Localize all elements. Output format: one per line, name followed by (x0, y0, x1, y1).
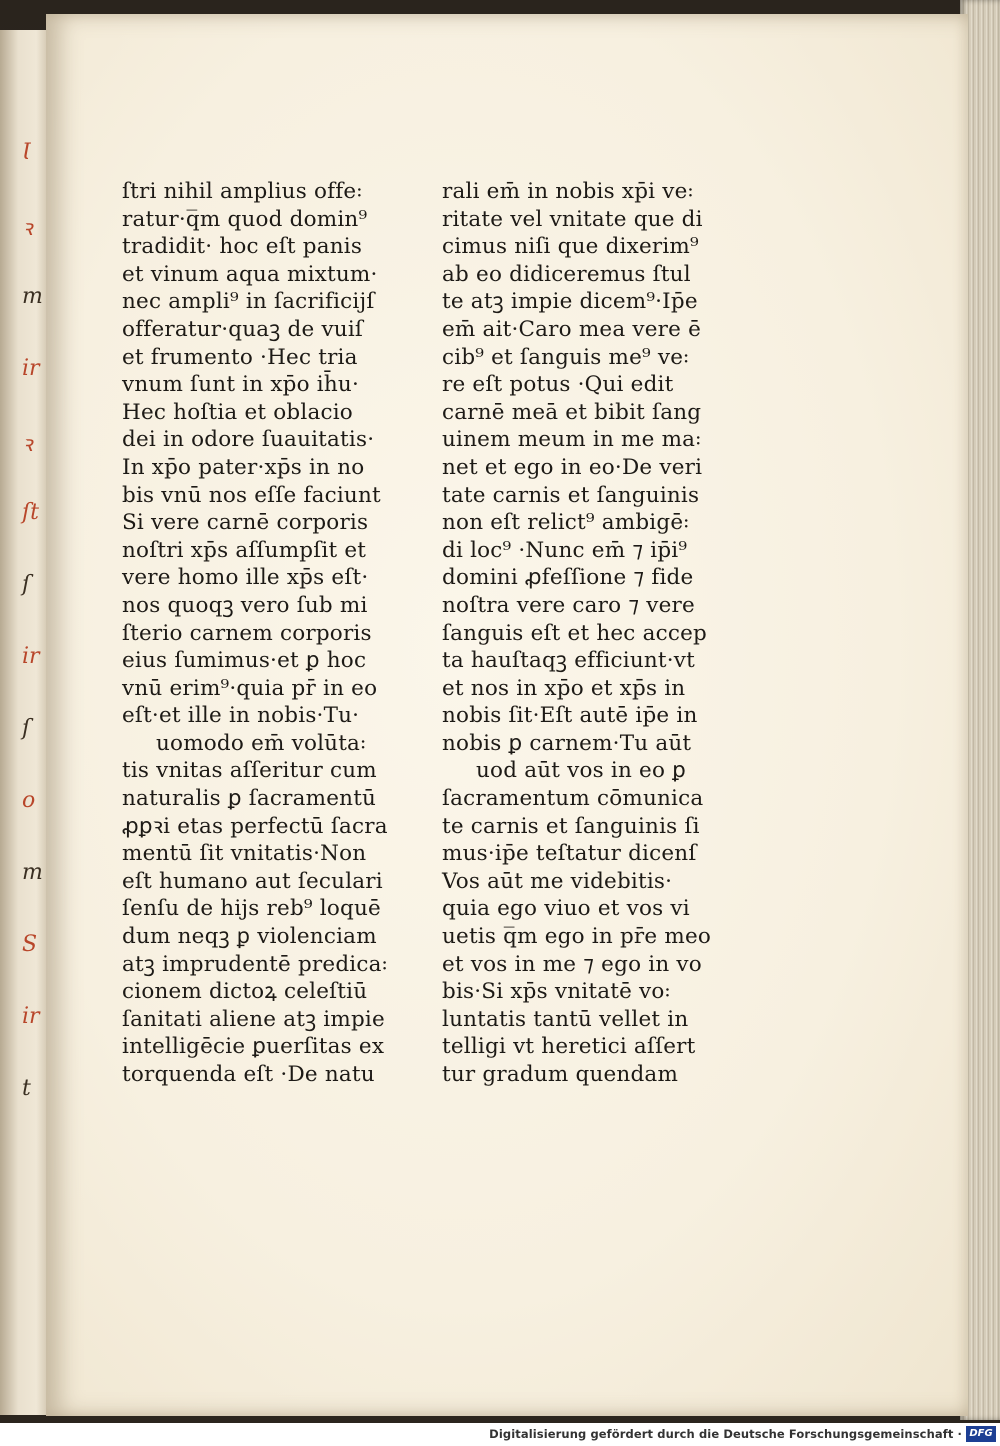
text-line: cionem dictoꝝ celeſtiū (122, 979, 368, 1005)
text-line: tur gradum quendam (442, 1062, 679, 1087)
footer-bar (0, 1423, 1000, 1446)
text-line: tradidit· hoc eſt panis (122, 234, 363, 260)
text-line: tis vnitas aſſeritur cum (122, 758, 377, 784)
margin-fragment: o (22, 788, 36, 813)
text-line: luntatis tantū vellet in (442, 1006, 689, 1032)
margin-fragment: Ɩ (22, 140, 31, 165)
margin-fragment: t (22, 1076, 31, 1101)
margin-fragment: S (22, 932, 38, 957)
dfg-logo: DFG (966, 1426, 996, 1442)
funding-notice: Digitalisierung gefördert durch die Deutsche Forschungsgemeinschaft · (489, 1427, 962, 1441)
margin-fragment: ꝛ (22, 216, 33, 241)
text-line: em̄ ait·Caro mea vere ē (442, 316, 702, 342)
text-line: nobis ꝑ carnem·Tu aūt (442, 730, 692, 756)
text-line: uomodo em̄ volūta꞉ (156, 730, 367, 756)
text-line: ſanitati aliene atꝫ impie (122, 1006, 385, 1032)
text-line: di loc⁹ ·Nunc em̄ ⁊ ip̄i⁹ (442, 537, 688, 563)
text-line: noſtra vere caro ⁊ vere (442, 592, 695, 618)
text-line: te carnis et ſanguinis ſi (442, 813, 700, 839)
text-line: ratur·q̅m quod domin⁹ (122, 206, 368, 232)
text-line: carnē meā et bibit ſang (442, 399, 702, 425)
text-line: et vinum aqua mixtum· (122, 261, 378, 287)
margin-fragment: ſt (22, 500, 39, 525)
text-line: et frumento ·Hec tria (122, 344, 358, 370)
text-line: rali em̄ in nobis xp̄i ve꞉ (442, 179, 694, 204)
text-line: net et ego in eo·De veri (442, 454, 703, 480)
text-line: eſt·et ille in nobis·Tu· (122, 703, 360, 729)
text-line: re eſt potus ·Qui edit (442, 372, 674, 398)
text-line: non eſt relict⁹ ambigē꞉ (442, 510, 690, 536)
text-line: offeratur·quaꝫ de vuiſ (122, 316, 364, 342)
text-line: eſt humano aut ſeculari (122, 868, 383, 894)
text-line: ꝓꝑꝛi etas perfectū ſacra (122, 813, 388, 839)
text-line: ſacramentum cōmunica (442, 786, 704, 812)
text-line: Si vere carnē corporis (122, 510, 369, 536)
text-line: torquenda eſt ·De natu (122, 1062, 375, 1087)
text-line: bis·Si xp̄s vnitatē vo꞉ (442, 979, 671, 1005)
text-line: ab eo didiceremus ſtul (442, 261, 691, 287)
text-line: Hec hoſtia et oblacio (122, 399, 353, 425)
text-line: dum neqꝫ ꝑ violenciam (122, 924, 377, 950)
text-line: mentū ſit vnitatis·Non (122, 841, 367, 867)
text-line: telligi vt heretici aſſert (442, 1034, 696, 1060)
text-line: tate carnis et ſanguinis (442, 482, 700, 508)
text-line: ta hauſtaqꝫ efficiunt·vt (442, 648, 695, 674)
text-column-left (122, 178, 412, 1089)
text-line: intelligēcie ꝑuerſitas ex (122, 1034, 385, 1060)
margin-fragment: m (22, 860, 43, 885)
text-line: ſterio carnem corporis (122, 620, 372, 646)
text-line: In xp̄o pater·xp̄s in no (122, 454, 365, 480)
text-line: nec ampli⁹ in ſacrificijſ (122, 289, 375, 315)
text-line: naturalis ꝑ ſacramentū (122, 786, 377, 812)
text-line: et nos in xp̄o et xp̄s in (442, 675, 686, 701)
margin-fragment: ir (22, 644, 40, 669)
text-line: dei in odore ſuauitatis· (122, 427, 375, 453)
text-line: vere homo ille xp̄s eſt· (122, 565, 369, 591)
margin-fragment: ꝛ (22, 432, 33, 457)
text-line: cib⁹ et ſanguis me⁹ ve꞉ (442, 344, 690, 370)
text-line: nos quoqꝫ vero ſub mi (122, 592, 368, 618)
text-line: bis vnū nos eſſe faciunt (122, 482, 381, 508)
text-line: eius ſumimus·et ꝑ hoc (122, 648, 367, 674)
text-line: uinem meum in me ma꞉ (442, 427, 702, 453)
text-line: uod aūt vos in eo ꝑ (476, 758, 686, 784)
text-line: noſtri xp̄s aſſumpſit et (122, 537, 367, 563)
margin-fragment: ſ (22, 572, 31, 597)
text-line: uetis q̅m ego in pr̄e meo (442, 924, 712, 950)
text-line: et vos in me ⁊ ego in vo (442, 951, 702, 977)
margin-fragment: ir (22, 356, 40, 381)
margin-fragment: ſ (22, 716, 31, 741)
previous-page-edge (0, 30, 52, 1415)
text-line: ritate vel vnitate que di (442, 206, 703, 232)
text-line: mus·ip̄e teſtatur dicenſ (442, 841, 697, 867)
text-column-right (442, 178, 732, 1089)
text-line: quia ego viuo et vos vi (442, 896, 690, 922)
text-line: ſtri nihil amplius offe꞉ (122, 179, 363, 204)
text-line: ſanguis eſt et hec accep (442, 620, 707, 646)
text-line: cimus niſi que dixerim⁹ (442, 234, 699, 260)
margin-fragment: ir (22, 1004, 40, 1029)
text-line: te atꝫ impie dicem⁹·Ip̄e (442, 289, 698, 315)
text-line: ſenſu de hijs reb⁹ loquē (122, 896, 381, 922)
text-line: vnū erim⁹·quia pr̄ in eo (122, 675, 378, 701)
margin-fragment: m (22, 284, 43, 309)
text-line: Vos aūt me videbitis· (442, 868, 673, 894)
text-line: domini ꝓfeſſione ⁊ fide (442, 565, 694, 591)
text-line: atꝫ imprudentē predica꞉ (122, 951, 388, 977)
text-line: vnum ſunt in xp̄o ih̄u· (122, 372, 360, 398)
text-line: nobis ſit·Eſt autē ip̄e in (442, 703, 698, 729)
